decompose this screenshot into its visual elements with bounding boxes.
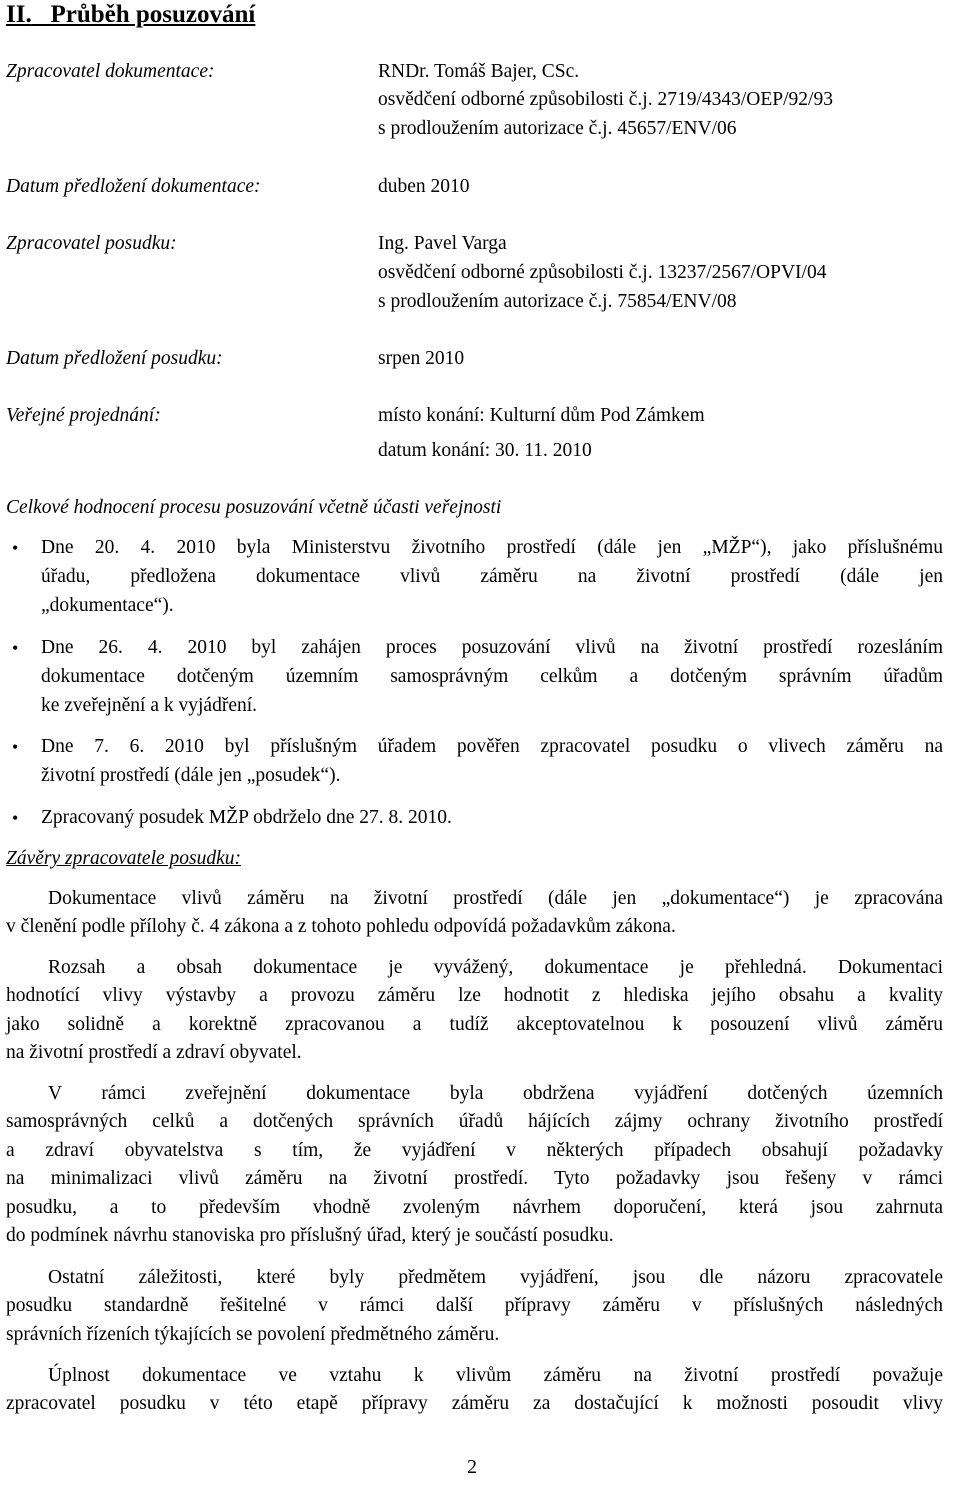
bullet-2-line: Dne 26. 4. 2010 byl zahájen proces posuzování vlivů na životní prostředí rozesláním: [41, 637, 943, 658]
bullet-4-line: Zpracovaný posudek MŽP obdrželo dne 27. 8. 2010.: [41, 807, 452, 828]
page-number: 2: [467, 1456, 477, 1478]
paragraph-line: Rozsah a obsah dokumentace je vyvážený, dokumentace je přehledná. Dokumentaci: [48, 957, 943, 978]
bullet-3-line: životní prostředí (dále jen „posudek“).: [41, 765, 341, 786]
author-review-line: Ing. Pavel Varga: [378, 233, 507, 254]
paragraph-line: Úplnost dokumentace ve vztahu k vlivům záměru na životní prostředí považuje: [48, 1365, 943, 1386]
bullet-2-line: dokumentace dotčeným územním samosprávným celkům a dotčeným správním úřadům: [41, 666, 943, 687]
author-doc-line: osvědčení odborné způsobilosti č.j. 2719/4343/OEP/92/93: [378, 89, 833, 110]
bullet-2-line: ke zveřejnění a k vyjádření.: [41, 695, 258, 716]
paragraph-line: na životní prostředí a zdraví obyvatel.: [6, 1042, 302, 1063]
section-heading: [6, 0, 255, 30]
paragraph-line: posudku standardně řešitelné v rámci další přípravy záměru v příslušných následných: [6, 1295, 943, 1316]
date-doc-value: duben 2010: [378, 176, 470, 197]
author-doc-line: s prodloužením autorizace č.j. 45657/ENV/06: [378, 118, 737, 139]
public-hearing-place: místo konání: Kulturní dům Pod Zámkem: [378, 405, 705, 426]
section-number: II.: [6, 1, 32, 28]
author-doc-label: Zpracovatel dokumentace:: [6, 61, 215, 82]
bullet-icon: •: [12, 737, 19, 757]
bullet-icon: •: [12, 538, 19, 558]
paragraph-line: na minimalizaci vlivů záměru na životní prostředí. Tyto požadavky jsou řešeny v rámci: [6, 1168, 943, 1189]
paragraph-line: Ostatní záležitosti, které byly předmětem vyjádření, jsou dle názoru zpracovatele: [48, 1267, 943, 1288]
bullet-1-line: „dokumentace“).: [41, 595, 174, 616]
bullet-1-line: úřadu, předložena dokumentace vlivů záměru na životní prostředí (dále jen: [41, 566, 943, 587]
paragraph-line: samosprávných celků a dotčených správních úřadů hájících zájmy ochrany životního prostředí: [6, 1111, 943, 1132]
author-doc-line: RNDr. Tomáš Bajer, CSc.: [378, 61, 580, 82]
date-review-value: srpen 2010: [378, 348, 465, 369]
paragraph-line: Dokumentace vlivů záměru na životní prostředí (dále jen „dokumentace“) je zpracována: [48, 888, 943, 909]
overall-heading: Celkové hodnocení procesu posuzování včetně účasti veřejnosti: [6, 497, 502, 518]
bullet-3-line: Dne 7. 6. 2010 byl příslušným úřadem pověřen zpracovatel posudku o vlivech záměru na: [41, 736, 943, 757]
paragraph-line: jako solidně a korektně zpracovanou a tudíž akceptovatelnou k posouzení vlivů záměru: [6, 1014, 943, 1035]
bullet-icon: •: [12, 808, 19, 828]
date-doc-label: Datum předložení dokumentace:: [6, 176, 261, 197]
public-hearing-date: datum konání: 30. 11. 2010: [378, 440, 592, 461]
paragraph-line: hodnotící vlivy výstavby a provozu záměru lze hodnotit z hlediska jejího obsahu a kvality: [6, 985, 943, 1006]
date-review-label: Datum předložení posudku:: [6, 348, 223, 369]
bullet-1-line: Dne 20. 4. 2010 byla Ministerstvu životního prostředí (dále jen „MŽP“), jako příslušnému: [41, 537, 943, 558]
paragraph-line: do podmínek návrhu stanoviska pro příslušný úřad, který je součástí posudku.: [6, 1225, 614, 1246]
paragraph-line: zpracovatel posudku v této etapě přípravy záměru za dostačující k možnosti posoudit vlivy: [6, 1393, 943, 1414]
author-review-label: Zpracovatel posudku:: [6, 233, 177, 254]
conclusions-heading: Závěry zpracovatele posudku:: [6, 848, 242, 869]
paragraph-line: posudku, a to především vhodně zvoleným návrhem doporučení, která jsou zahrnuta: [6, 1197, 943, 1218]
paragraph-line: a zdraví obyvatelstva s tím, že vyjádření v některých případech obsahují požadavky: [6, 1140, 943, 1161]
author-review-line: s prodloužením autorizace č.j. 75854/ENV/08: [378, 291, 737, 312]
public-hearing-label: Veřejné projednání:: [6, 405, 161, 426]
paragraph-line: v členění podle přílohy č. 4 zákona a z tohoto pohledu odpovídá požadavkům zákona.: [6, 916, 676, 937]
paragraph-line: V rámci zveřejnění dokumentace byla obdržena vyjádření dotčených územních: [48, 1083, 943, 1104]
author-review-line: osvědčení odborné způsobilosti č.j. 13237/2567/OPVI/04: [378, 262, 827, 283]
bullet-icon: •: [12, 638, 19, 658]
section-title: Průběh posuzování: [50, 1, 256, 28]
paragraph-line: správních řízeních týkajících se povolení předmětného záměru.: [6, 1324, 500, 1345]
